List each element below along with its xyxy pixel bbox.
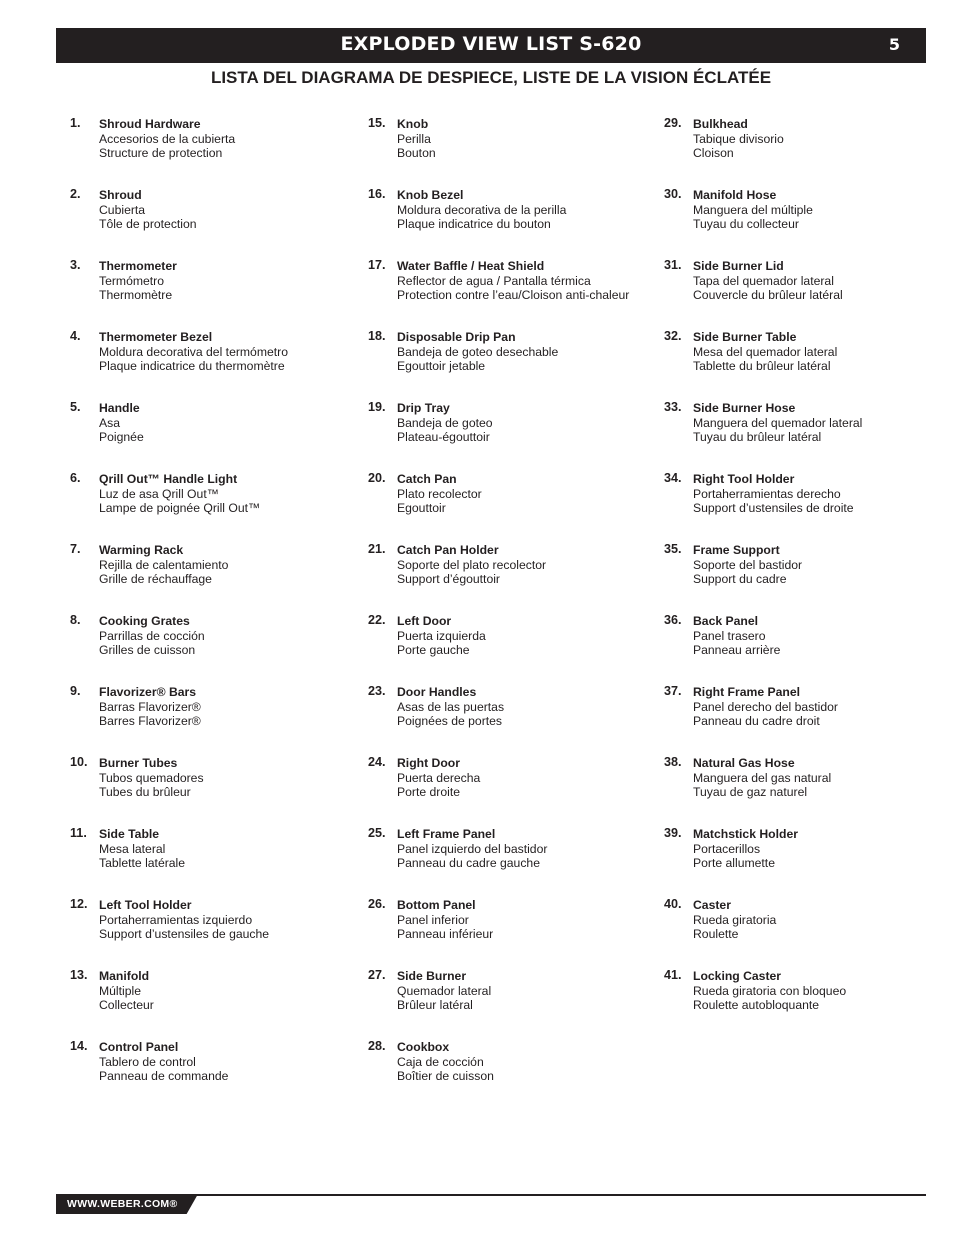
part-name-french: Porte droite	[397, 785, 461, 799]
part-name-english: Side Burner	[397, 969, 467, 983]
part-name-french: Thermomètre	[99, 288, 173, 302]
part-number: 10.	[70, 755, 88, 769]
part-number: 20.	[368, 471, 386, 485]
part-name-spanish: Cubierta	[99, 202, 146, 217]
page-title: EXPLODED VIEW LIST S-620	[340, 33, 642, 55]
part-number: 34.	[664, 471, 682, 485]
part-item	[66, 898, 346, 969]
part-item	[660, 472, 940, 543]
part-number: 31.	[664, 258, 682, 272]
footer-website-url: WWW.WEBER.COM®	[67, 1198, 178, 1210]
part-item	[66, 685, 346, 756]
part-item	[660, 827, 940, 898]
part-name-spanish: Panel trasero	[693, 628, 766, 643]
part-name-spanish: Panel derecho del bastidor	[693, 699, 838, 714]
part-name-spanish: Puerta izquierda	[397, 628, 486, 643]
part-item	[66, 117, 346, 188]
part-number: 23.	[368, 684, 386, 698]
part-name-spanish: Asa	[99, 415, 121, 430]
part-name-spanish: Quemador lateral	[397, 983, 492, 998]
part-name-spanish: Puerta derecha	[397, 770, 481, 785]
part-item	[364, 117, 644, 188]
part-item	[66, 969, 346, 1040]
part-name-french: Plaque indicatrice du thermomètre	[99, 359, 285, 373]
part-item	[364, 543, 644, 614]
part-item	[66, 1040, 346, 1111]
part-item	[660, 330, 940, 401]
part-number: 14.	[70, 1039, 88, 1053]
part-number: 13.	[70, 968, 88, 982]
part-item	[364, 898, 644, 969]
part-name-spanish: Rejilla de calentamiento	[99, 557, 229, 572]
part-name-spanish: Bandeja de goteo desechable	[397, 344, 559, 359]
part-number: 25.	[368, 826, 386, 840]
part-name-english: Right Frame Panel	[693, 685, 801, 699]
part-number: 6.	[70, 471, 81, 485]
part-name-spanish: Termómetro	[99, 273, 165, 288]
part-item	[660, 969, 940, 1040]
page-number: 5	[888, 35, 900, 54]
part-name-spanish: Portaherramientas izquierdo	[99, 912, 253, 927]
part-name-spanish: Asas de las puertas	[397, 699, 505, 714]
part-item	[364, 685, 644, 756]
part-number: 16.	[368, 187, 386, 201]
part-name-english: Drip Tray	[397, 401, 450, 415]
part-number: 19.	[368, 400, 386, 414]
part-name-french: Panneau de commande	[99, 1069, 229, 1083]
part-name-spanish: Rueda giratoria	[693, 912, 777, 927]
part-item	[660, 685, 940, 756]
part-item	[660, 188, 940, 259]
part-name-french: Grille de réchauffage	[99, 572, 212, 586]
part-name-english: Side Table	[99, 827, 160, 841]
part-number: 24.	[368, 755, 386, 769]
part-name-english: Knob Bezel	[397, 188, 464, 202]
part-name-spanish: Mesa lateral	[99, 841, 166, 856]
part-name-spanish: Panel inferior	[397, 912, 469, 927]
part-name-english: Catch Pan Holder	[397, 543, 499, 557]
part-number: 30.	[664, 187, 682, 201]
part-name-spanish: Barras Flavorizer®	[99, 699, 201, 714]
part-name-english: Cooking Grates	[99, 614, 190, 628]
part-number: 1.	[70, 116, 81, 130]
part-name-english: Side Burner Lid	[693, 259, 784, 273]
part-item	[66, 401, 346, 472]
part-item	[66, 614, 346, 685]
parts-column-1	[66, 117, 346, 1111]
part-name-spanish: Portaherramientas derecho	[693, 486, 841, 501]
part-name-english: Frame Support	[693, 543, 780, 557]
part-name-spanish: Múltiple	[99, 983, 141, 998]
part-number: 11.	[70, 826, 87, 840]
part-name-french: Support du cadre	[693, 572, 787, 586]
part-number: 36.	[664, 613, 682, 627]
part-item	[364, 401, 644, 472]
part-name-french: Collecteur	[99, 998, 154, 1012]
part-name-french: Tôle de protection	[99, 217, 197, 231]
part-name-french: Barres Flavorizer®	[99, 714, 201, 728]
part-name-french: Poignée	[99, 430, 144, 444]
part-item	[660, 543, 940, 614]
part-name-french: Poignées de portes	[397, 714, 503, 728]
part-name-spanish: Reflector de agua / Pantalla térmica	[397, 273, 591, 288]
part-name-spanish: Soporte del plato recolector	[397, 557, 547, 572]
part-name-english: Side Burner Table	[693, 330, 797, 344]
part-name-french: Plateau-égouttoir	[397, 430, 490, 444]
part-item	[660, 756, 940, 827]
part-name-english: Thermometer Bezel	[99, 330, 213, 344]
part-name-french: Roulette	[693, 927, 739, 941]
part-name-spanish: Tabique divisorio	[693, 131, 784, 146]
part-name-english: Left Tool Holder	[99, 898, 192, 912]
part-item	[660, 898, 940, 969]
part-name-french: Support d’égouttoir	[397, 572, 500, 586]
part-name-english: Water Baffle / Heat Shield	[397, 259, 545, 273]
part-name-french: Tuyau du collecteur	[693, 217, 799, 231]
part-name-spanish: Tapa del quemador lateral	[693, 273, 834, 288]
part-number: 38.	[664, 755, 682, 769]
parts-column-3	[660, 117, 940, 1040]
part-name-french: Egouttoir jetable	[397, 359, 486, 373]
part-name-spanish: Portacerillos	[693, 841, 761, 856]
part-name-spanish: Parrillas de cocción	[99, 628, 205, 643]
part-name-french: Tablette latérale	[99, 856, 186, 870]
parts-column-2	[364, 117, 644, 1111]
part-name-spanish: Luz de asa Qrill Out™	[99, 486, 219, 501]
part-name-english: Right Tool Holder	[693, 472, 795, 486]
part-item	[660, 614, 940, 685]
part-number: 40.	[664, 897, 682, 911]
part-number: 9.	[70, 684, 81, 698]
part-number: 18.	[368, 329, 386, 343]
part-name-english: Bottom Panel	[397, 898, 476, 912]
part-item	[364, 188, 644, 259]
part-name-french: Brûleur latéral	[397, 998, 473, 1012]
part-item	[364, 827, 644, 898]
part-item	[66, 259, 346, 330]
part-number: 28.	[368, 1039, 386, 1053]
part-number: 17.	[368, 258, 386, 272]
part-number: 7.	[70, 542, 81, 556]
part-name-spanish: Soporte del bastidor	[693, 557, 803, 572]
part-name-french: Structure de protection	[99, 146, 223, 160]
part-name-french: Tubes du brûleur	[99, 785, 191, 799]
part-name-english: Natural Gas Hose	[693, 756, 795, 770]
part-item	[364, 1040, 644, 1111]
part-name-french: Boîtier de cuisson	[397, 1069, 494, 1083]
part-name-spanish: Bandeja de goteo	[397, 415, 493, 430]
part-name-french: Tuyau du brûleur latéral	[693, 430, 822, 444]
part-number: 12.	[70, 897, 88, 911]
part-item	[66, 543, 346, 614]
part-name-spanish: Tablero de control	[99, 1054, 196, 1069]
part-name-english: Caster	[693, 898, 731, 912]
part-item	[66, 188, 346, 259]
part-item	[66, 330, 346, 401]
part-number: 5.	[70, 400, 81, 414]
part-name-english: Cookbox	[397, 1040, 450, 1054]
part-name-french: Bouton	[397, 146, 436, 160]
part-name-spanish: Manguera del quemador lateral	[693, 415, 863, 430]
part-name-english: Door Handles	[397, 685, 477, 699]
part-item	[364, 969, 644, 1040]
part-name-spanish: Accesorios de la cubierta	[99, 131, 236, 146]
part-name-english: Back Panel	[693, 614, 759, 628]
part-name-spanish: Tubos quemadores	[99, 770, 204, 785]
part-name-english: Warming Rack	[99, 543, 184, 557]
part-number: 41.	[664, 968, 682, 982]
part-number: 15.	[368, 116, 386, 130]
part-name-french: Egouttoir	[397, 501, 446, 515]
part-name-french: Tablette du brûleur latéral	[693, 359, 831, 373]
part-name-french: Cloison	[693, 146, 734, 160]
part-name-french: Porte allumette	[693, 856, 775, 870]
part-number: 8.	[70, 613, 81, 627]
part-number: 27.	[368, 968, 386, 982]
part-item	[660, 117, 940, 188]
part-name-french: Plaque indicatrice du bouton	[397, 217, 551, 231]
part-number: 29.	[664, 116, 682, 130]
part-name-french: Protection contre l’eau/Cloison anti-chaleur	[397, 288, 630, 302]
part-item	[364, 614, 644, 685]
part-item	[364, 330, 644, 401]
part-name-french: Lampe de poignée Qrill Out™	[99, 501, 261, 515]
part-name-spanish: Manguera del gas natural	[693, 770, 832, 785]
part-name-english: Left Door	[397, 614, 452, 628]
part-name-english: Manifold	[99, 969, 150, 983]
part-number: 39.	[664, 826, 682, 840]
part-number: 33.	[664, 400, 682, 414]
part-name-english: Qrill Out™ Handle Light	[99, 472, 238, 486]
part-number: 26.	[368, 897, 386, 911]
part-number: 35.	[664, 542, 682, 556]
part-number: 21.	[368, 542, 386, 556]
part-item	[66, 756, 346, 827]
part-name-spanish: Caja de cocción	[397, 1054, 484, 1069]
part-name-english: Burner Tubes	[99, 756, 178, 770]
part-name-spanish: Perilla	[397, 131, 431, 146]
part-name-english: Manifold Hose	[693, 188, 777, 202]
part-item	[66, 472, 346, 543]
part-name-english: Shroud Hardware	[99, 117, 201, 131]
part-name-spanish: Panel izquierdo del bastidor	[397, 841, 548, 856]
part-name-english: Matchstick Holder	[693, 827, 798, 841]
part-item	[660, 401, 940, 472]
part-name-french: Panneau inférieur	[397, 927, 494, 941]
part-name-english: Handle	[99, 401, 140, 415]
part-number: 37.	[664, 684, 682, 698]
part-name-spanish: Manguera del múltiple	[693, 202, 813, 217]
part-name-english: Bulkhead	[693, 117, 748, 131]
part-name-french: Roulette autobloquante	[693, 998, 820, 1012]
part-item	[66, 827, 346, 898]
part-name-english: Shroud	[99, 188, 142, 202]
part-number: 3.	[70, 258, 81, 272]
part-name-spanish: Moldura decorativa de la perilla	[397, 202, 567, 217]
part-name-english: Flavorizer® Bars	[99, 685, 197, 699]
part-name-spanish: Rueda giratoria con bloqueo	[693, 983, 847, 998]
part-name-french: Support d’ustensiles de gauche	[99, 927, 270, 941]
part-name-french: Panneau du cadre gauche	[397, 856, 540, 870]
part-name-french: Panneau du cadre droit	[693, 714, 820, 728]
part-name-english: Knob	[397, 117, 429, 131]
part-name-english: Right Door	[397, 756, 460, 770]
part-name-french: Porte gauche	[397, 643, 470, 657]
part-item	[660, 259, 940, 330]
part-name-english: Disposable Drip Pan	[397, 330, 516, 344]
part-name-english: Thermometer	[99, 259, 177, 273]
part-name-spanish: Moldura decorativa del termómetro	[99, 344, 288, 359]
part-name-english: Control Panel	[99, 1040, 179, 1054]
part-number: 22.	[368, 613, 386, 627]
part-item	[364, 756, 644, 827]
part-name-english: Side Burner Hose	[693, 401, 796, 415]
part-name-french: Grilles de cuisson	[99, 643, 196, 657]
page-header-bar	[56, 28, 926, 63]
part-item	[364, 259, 644, 330]
part-name-french: Support d’ustensiles de droite	[693, 501, 854, 515]
part-name-french: Tuyau de gaz naturel	[693, 785, 808, 799]
page-subtitle: LISTA DEL DIAGRAMA DE DESPIECE, LISTE DE LA VISION ÉCLATÉE	[210, 68, 772, 87]
part-name-french: Panneau arrière	[693, 643, 781, 657]
part-name-english: Locking Caster	[693, 969, 782, 983]
part-number: 2.	[70, 187, 81, 201]
part-item	[364, 472, 644, 543]
part-name-english: Catch Pan	[397, 472, 457, 486]
part-name-french: Couvercle du brûleur latéral	[693, 288, 843, 302]
part-name-spanish: Mesa del quemador lateral	[693, 344, 838, 359]
part-name-spanish: Plato recolector	[397, 486, 482, 501]
part-number: 4.	[70, 329, 81, 343]
part-name-english: Left Frame Panel	[397, 827, 496, 841]
part-number: 32.	[664, 329, 682, 343]
